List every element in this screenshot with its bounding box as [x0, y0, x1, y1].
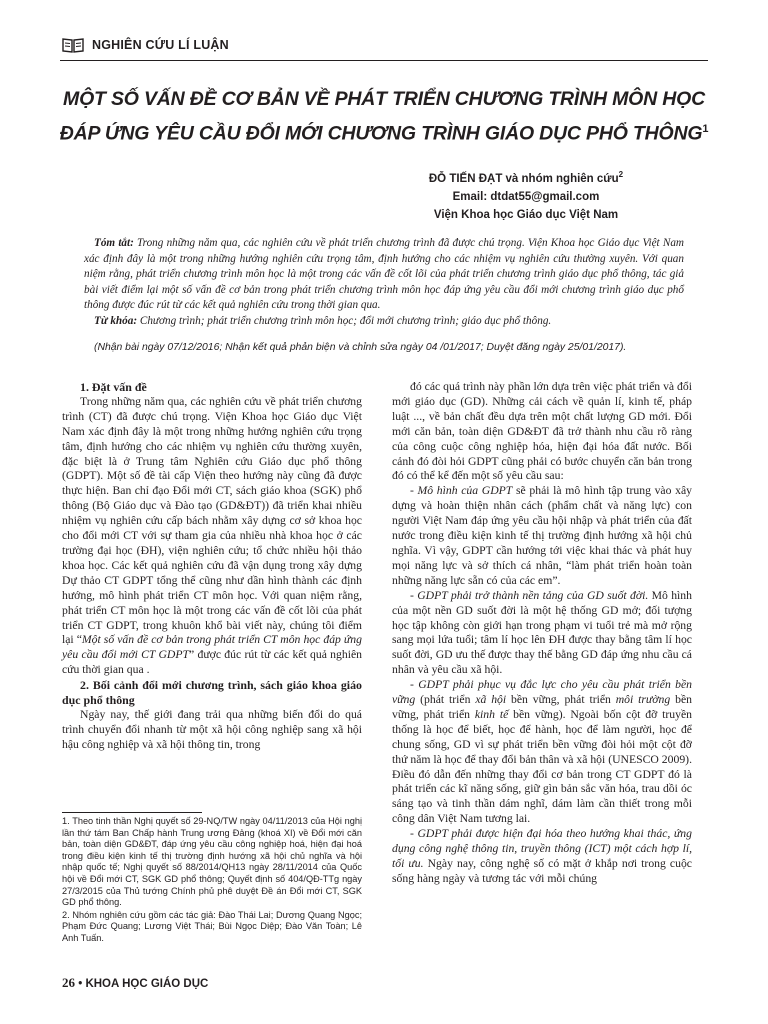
author-footnote-mark: 2: [618, 170, 624, 179]
author-name-text: ĐỖ TIẾN ĐẠT và nhóm nghiên cứu: [428, 172, 619, 185]
left-column: [62, 380, 362, 753]
right-paragraph-1: đó các quá trình này phần lớn dựa trên việc phát triển và đổi mới giáo dục (GD). Những cải cách về quản lí, kinh tế, pháp luật ..., về bản chất đều dựa trên một chất lượng GD mới. Đổi mới căn bản, toàn diện GD&ĐT đã trở thành nhu cầu rõ ràng của công cuộc công nghiệp hóa, hiện đại hóa đất nước. Bối cảnh đó đòi hỏi GDPT cũng phải có bước chuyển căn bản trong đó có thể kể đến một số yêu cầu sau:: [392, 380, 692, 483]
footnote-2: 2. Nhóm nghiên cứu gồm các tác giả: Đào Thái Lai; Dương Quang Ngọc; Phạm Đức Quang; Lương Việt Thái; Bùi Ngọc Diệp; Đào Văn Toàn; Lê Anh Tuấn.: [62, 909, 362, 943]
right-bullet-3-t4: bền vững). Ngoài bốn cột đỡ truyền thống là học để biết, học để hành, học để làm người, học để chung sống, GD vì sự phát triển bền vững đòi hỏi một cột đỡ thứ năm là học để thay đổi bản thân và xã hội (UNESCO 2009). Điều đó dẫn đến những thay đổi cơ bản trong CT GDPT đó là phát triển các kĩ năng sống, giữ gìn bản sắc văn hóa, trau dồi óc sáng tạo và tinh thần dám nghĩ, dám làm cần thiết trong mỗi công dân Việt Nam tương lai.: [392, 707, 693, 826]
left-paragraph-1: [62, 395, 362, 678]
left-p1-text-a: Trong những năm qua, các nghiên cứu về phát triển chương trình (CT) đã được chú trọng. Viện Khoa học Giáo dục Việt Nam xác định đây là một trong những hướng nghiên cứu trọng tâm, định hướng cho các nhiệm vụ nghiên cứu thường xuyên, đặc biệt là ở Trung tâm Nghiên cứu Giáo dục phổ thông (GDPT). Một số đề tài cấp Viện theo hướng này cũng đã được thực hiện. Ban chỉ đạo Đổi mới CT, sách giáo khoa (SGK) phổ thông (Bộ Giáo dục và Đào tạo (GD&ĐT)) đã triển khai nhiều nhiệm vụ nghiên cứu cấp bách nhằm xây dựng cơ sở khoa học cho đổi mới CT với sự tham gia của nhiều nhà khoa học ở các trường đại học (ĐH), viện nghiên cứu; tổ chức nhiều hội thảo khoa học. Các kết quả nghiên cứu đã vận dụng trong xây dựng Dự thảo CT GDPT tổng thể cũng như dần hình thành các định hướng, mô hình phát triển CT môn học. Với quan niệm rằng, phát triển CT môn học là một trong các vấn đề cốt lõi của phát triển CT GDPT, trong khuôn khổ bài viết này, chúng tôi điểm lại “: [62, 394, 362, 647]
journal-name: KHOA HỌC GIÁO DỤC: [85, 978, 209, 990]
author-email: Email: dtdat55@gmail.com: [452, 190, 600, 203]
right-column: [392, 380, 692, 887]
right-bullet-3-t2: bền vững, phát triển: [506, 693, 616, 707]
abstract: [84, 236, 684, 330]
title-line-2: [30, 114, 738, 149]
abstract-summary: [84, 236, 684, 314]
page-number: 26: [62, 975, 75, 990]
abstract-summary-label: Tóm tắt:: [94, 237, 134, 249]
left-p1-quoted-title: Một số vấn đề cơ bản trong phát triển CT môn học đáp ứng yêu cầu đổi mới CT GDPT: [62, 633, 362, 662]
title-line-1: MỘT SỐ VẤN ĐỀ CƠ BẢN VỀ PHÁT TRIỂN CHƯƠNG TRÌNH MÔN HỌC: [63, 88, 705, 110]
article-dates: (Nhận bài ngày 07/12/2016; Nhận kết quả phản biện và chỉnh sửa ngày 04 /01/2017; Duyệt đăng ngày 25/01/2017).: [94, 342, 627, 353]
author-name: [356, 166, 696, 188]
footnotes: [62, 816, 362, 946]
right-bullet-2-lead: - GDPT phải trở thành nền tảng của GD suốt đời.: [410, 588, 649, 602]
right-bullet-4: [392, 827, 692, 887]
left-paragraph-2: Ngày nay, thế giới đang trải qua những biến đổi do quá trình chuyển đổi nhanh từ một xã hội công nghiệp sang xã hội hậu công nghiệp và xã hội thông tin, trong: [62, 707, 362, 751]
right-bullet-4-text: Ngày nay, công nghệ số có mặt ở khắp nơi trong cuộc sống hàng ngày và tương tác với mỗi chúng: [392, 857, 692, 885]
page-footer: [62, 975, 208, 991]
right-bullet-3-i3: môi trường: [615, 693, 671, 707]
abstract-summary-text: Trong những năm qua, các nghiên cứu về phát triển chương trình đã được chú trọng. Viện Khoa học Giáo dục Việt Nam xác định đây là một trong những hướng nghiên cứu trọng tâm, định hướng cho các nhiệm vụ nghiên cứu thường xuyên. Với quan niệm rằng, phát triển chương trình môn học là một trong các vấn đề cốt lõi của phát triển chương trình giáo dục phổ thông, tác giả bài viết điểm lại một số vấn đề cơ bản trong phát triển chương trình môn học đáp ứng yêu cầu đổi mới chương trình giáo dục phổ thông được đúc rút từ các kết quả nghiên cứu trong thời gian qua.: [84, 237, 684, 312]
left-p1-text-b: ” được đúc rút từ các kết quả nghiên cứu thời gian qua .: [62, 648, 362, 677]
running-header: [60, 34, 708, 61]
title-footnote-mark: 1: [702, 123, 709, 135]
right-bullet-3-i4: kinh tế: [474, 707, 509, 721]
author-block: [356, 166, 696, 224]
right-bullet-3-i2: xã hội: [475, 693, 507, 707]
section-heading-1: 1. Đặt vấn đề: [80, 380, 147, 394]
footer-separator: •: [78, 978, 83, 990]
author-affiliation: Viện Khoa học Giáo dục Việt Nam: [433, 208, 619, 221]
article-title: [30, 84, 738, 149]
footnote-divider: [62, 812, 202, 813]
right-bullet-3-t3: bền vững, phát triển: [392, 693, 692, 721]
open-book-icon: [62, 37, 84, 53]
right-bullet-2-text: Mô hình của một nền GD suốt đời là một hệ thống GD mở; đối tượng học tập không còn giới hạn trong phạm vi tuổi trẻ mà mở rộng sang mọi lứa tuổi; tâm lí học lên ĐH được thay bằng tâm lí học suốt đời, GD ưu thế được thay thế bằng GD đáp ứng nhu cầu cá nhân và yêu cầu xã hội.: [392, 588, 692, 677]
section-heading-2: 2. Bối cảnh đổi mới chương trình, sách giáo khoa giáo dục phổ thông: [62, 678, 362, 708]
footnote-1: 1. Theo tinh thần Nghị quyết số 29-NQ/TW ngày 04/11/2013 của Hội nghị lần thứ tám Ban Chấp hành Trung ương Đảng (khoá XI) về Đổi mới căn bản, toàn diện GD&ĐT, đáp ứng yêu cầu công nghiệp hoá, hiện đại hoá trong điều kiện kinh tế thị trường định hướng xã hội chủ nghĩa và hội nhập quốc tế; Nghị quyết số 88/2014/QH13 ngày 28/11/2014 của Quốc hội về Đổi mới CT, SGK GD phổ thông; Quyết định số 404/QĐ-TTg ngày 27/3/2015 của Thủ tướng Chính phủ phê duyệt Đề án Đổi mới CT, SGK GD phổ thông.: [62, 816, 362, 908]
title-line-2-text: ĐÁP ỨNG YÊU CẦU ĐỔI MỚI CHƯƠNG TRÌNH GIÁO DỤC PHỔ THÔNG: [59, 122, 703, 145]
abstract-keywords-label: Từ khóa:: [94, 314, 138, 327]
right-bullet-1-text: sẽ phải là mô hình tập trung vào xây dựng và hoàn thiện nhân cách (phẩm chất và năng lực) con người Việt Nam đáp ứng yêu cầu hội nhập và phát triển của đất nước trong điều kiện kinh tế thị trường định hướng xã hội chủ nghĩa. Vì vậy, GDPT cần hướng tới việc khai thác và phát huy mọi năng lực và sở thích cá nhân, “làm phát triển hoàn toàn những năng lực sẵn có của các em”.: [392, 484, 692, 587]
section-label: NGHIÊN CỨU LÍ LUẬN: [92, 38, 229, 52]
abstract-keywords-text: Chương trình; phát triển chương trình môn học; đổi mới chương trình; giáo dục phổ thông.: [137, 314, 552, 327]
right-bullet-4-lead: - GDPT phải được hiện đại hóa theo hướng khai thác, ứng dụng công nghệ thông tin, truyền thông (ICT) một cách hợp lí, tối ưu.: [392, 827, 692, 870]
right-bullet-2: [392, 589, 692, 678]
right-bullet-1: [392, 484, 692, 588]
right-bullet-3-t1: (phát triển: [415, 693, 476, 707]
right-bullet-3: [392, 678, 692, 827]
right-bullet-1-lead: - Mô hình của GDPT: [410, 484, 513, 498]
right-bullet-3-lead: - GDPT phải phục vụ đắc lực cho yêu cầu phát triển bền vững: [392, 678, 692, 707]
abstract-keywords: [84, 314, 684, 330]
